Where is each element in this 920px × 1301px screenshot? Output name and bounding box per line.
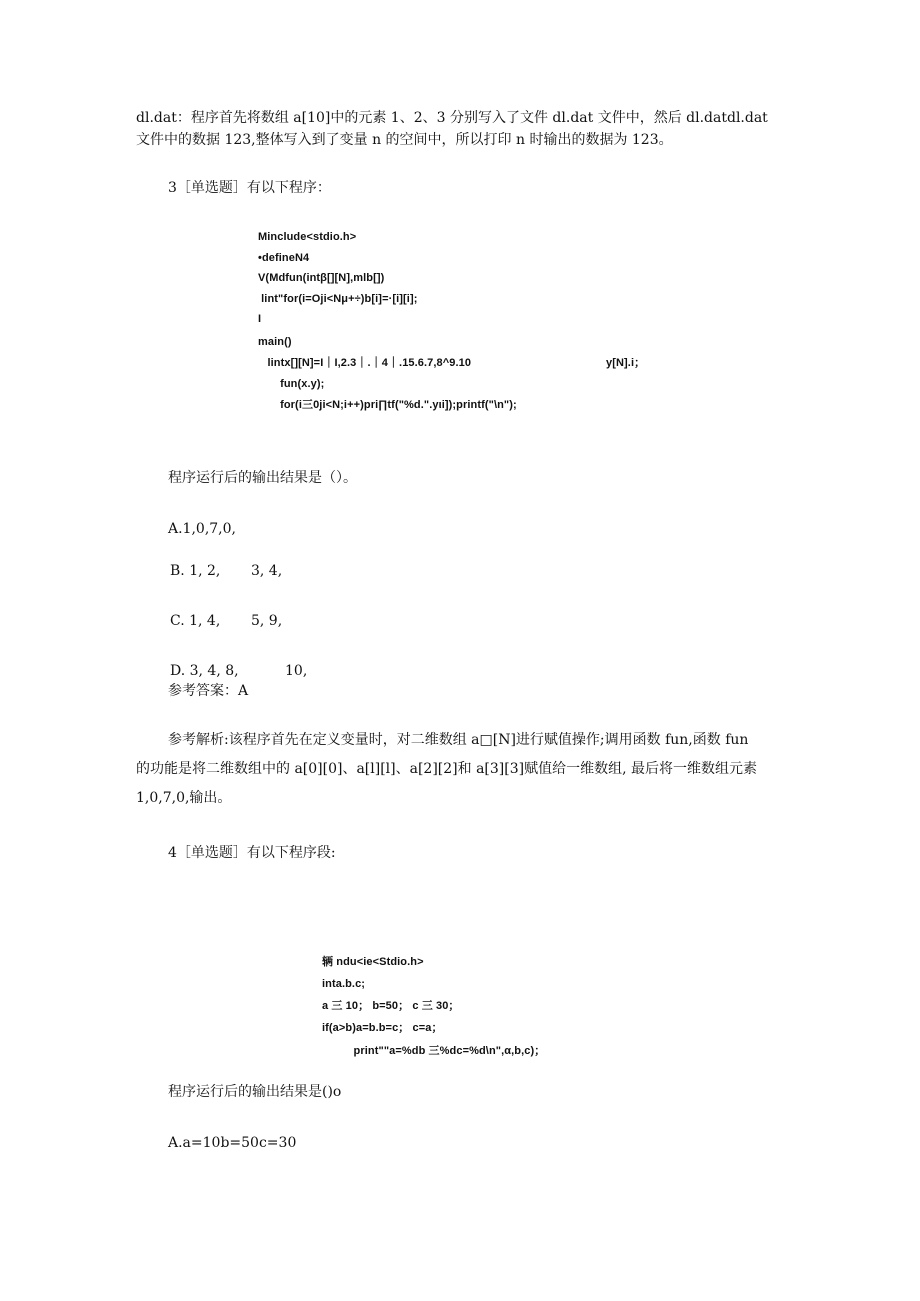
q3-answer: 参考答案：A xyxy=(168,683,249,699)
q3-code-line: for(i三0ji<N;i++)pri∏tf("%d.".yιi]);printf("\n"); xyxy=(258,399,517,411)
q3-code-line: •defineN4 xyxy=(258,252,310,264)
q3-option-c-cont: 5, 9, xyxy=(251,613,283,629)
q4-title: 4［单选题］有以下程序段: xyxy=(168,845,336,861)
q4-code-line: if(a>b)a=b.b=c； c=a； xyxy=(322,1022,443,1034)
q3-question: 程序运行后的输出结果是（）。 xyxy=(168,470,357,486)
q3-code-line: I xyxy=(258,313,262,325)
q4-option-a: A.a=10b=50c=30 xyxy=(168,1135,297,1151)
q3-code-line: y[N].i； xyxy=(606,357,646,369)
q3-code-line: main() xyxy=(258,336,292,348)
q4-code-line: inta.b.c; xyxy=(322,978,366,990)
q3-option-b-cont: 3, 4, xyxy=(251,563,283,579)
q3-analysis-line-3: 1,0,7,0,输出。 xyxy=(136,790,232,806)
q3-title: 3［单选题］有以下程序： xyxy=(168,180,331,196)
q3-option-d: D. 3, 4, 8, xyxy=(170,663,239,679)
q4-code-line: a 三 10； b=50； c 三 30； xyxy=(322,1000,460,1012)
q3-code-line: lintx[][N]=I｜I,2.3｜.｜4｜.15.6.7,8^9.10 xyxy=(258,357,472,369)
q3-code-line: lint"for(i=Oji<Nμ+÷)b[i]=·[i][i]; xyxy=(258,293,418,305)
intro-line-2: 文件中的数据 123,整体写入到了变量 n 的空间中，所以打印 n 时输出的数据为 123。 xyxy=(136,132,673,148)
q3-option-c: C. 1, 4, xyxy=(170,613,221,629)
q3-option-a: A.1,0,7,0, xyxy=(168,521,236,537)
q3-code-line: fun(x.y); xyxy=(258,378,325,390)
q4-code-line: print""a=%db 三%dc=%d\n",α,b,c)； xyxy=(322,1045,546,1057)
q3-option-d-cont: 10, xyxy=(285,663,308,679)
q4-code-line: 辆 ndu<ie<Stdio.h> xyxy=(322,956,424,968)
q3-code-line: V(Mdfun(intβ[][N],mlb[]) xyxy=(258,272,385,284)
q3-code-line: Minclude<stdio.h> xyxy=(258,231,357,243)
q3-analysis-line-1: 参考解析:该程序首先在定义变量时，对二维数组 a□[N]进行赋值操作;调用函数 fun,函数 fun xyxy=(168,732,749,748)
q3-analysis-line-2: 的功能是将二维数组中的 a[0][0]、a[l][l]、a[2][2]和 a[3][3]赋值给一维数组, 最后将一维数组元素 xyxy=(136,761,757,777)
q3-option-b: B. 1, 2, xyxy=(170,563,221,579)
q4-question: 程序运行后的输出结果是()o xyxy=(168,1084,342,1100)
intro-line-1: dl.dat：程序首先将数组 a[10]中的元素 1、2、3 分别写入了文件 dl.dat 文件中，然后 dl.datdl.dat xyxy=(136,110,768,126)
